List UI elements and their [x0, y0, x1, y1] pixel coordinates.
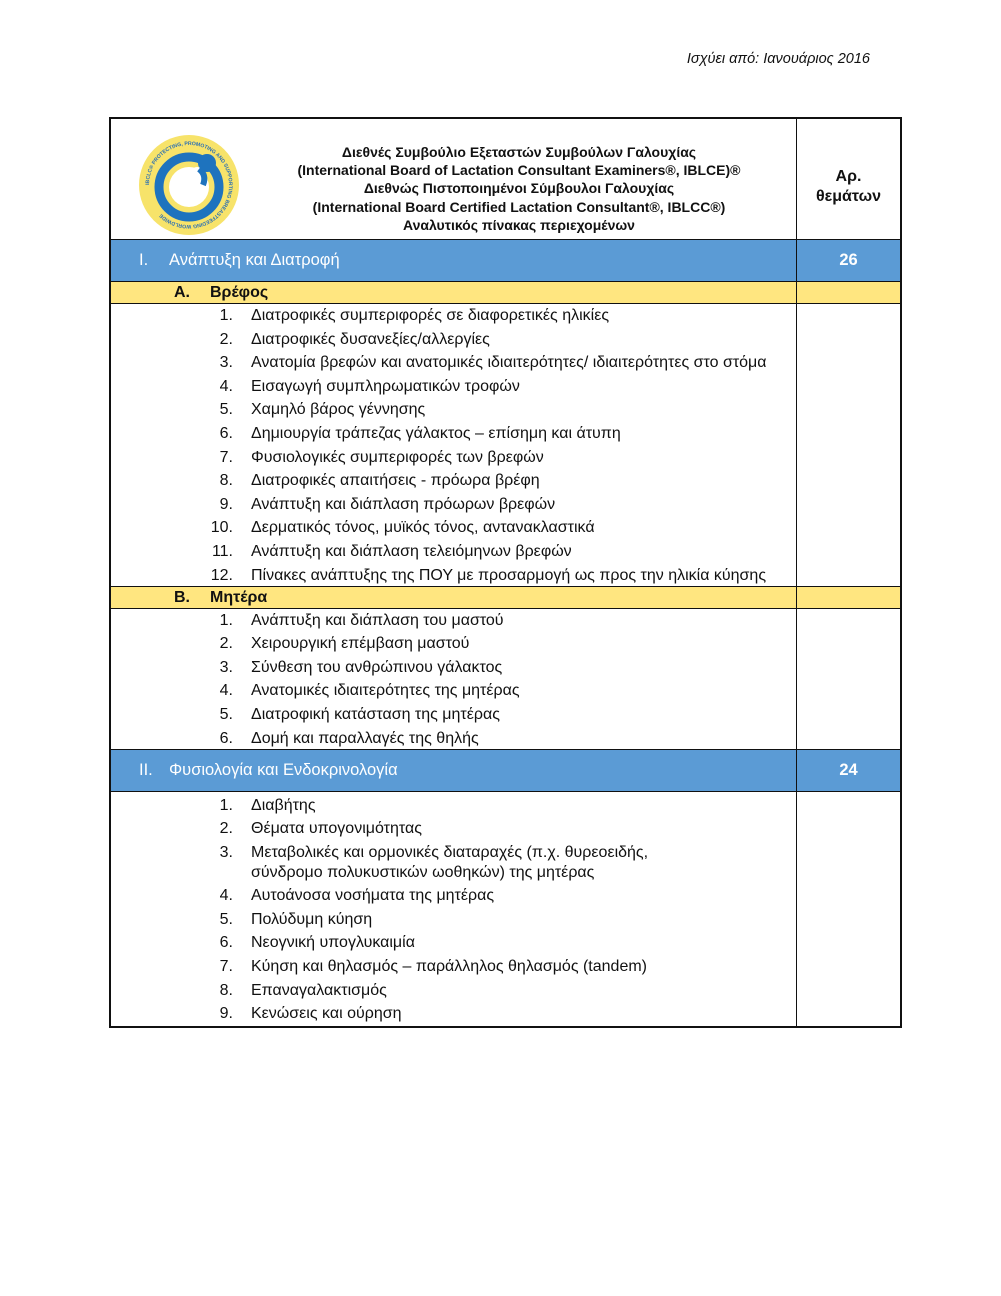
- item-text: Ανατομικές ιδιαιτερότητες της μητέρας: [251, 682, 520, 700]
- item-text: Σύνθεση του ανθρώπινου γάλακτος: [251, 658, 503, 676]
- subsection-name: Βρέφος: [210, 284, 269, 301]
- item-number: 1.: [219, 796, 233, 814]
- header-line-3: Διεθνώς Πιστοποιημένοι Σύμβουλοι Γαλουχίας: [363, 180, 675, 197]
- list-item: [111, 542, 796, 562]
- count-header-label-1: Αρ.: [835, 168, 862, 185]
- item-text: Κύηση και θηλασμός – παράλληλος θηλασμός (tandem): [251, 958, 647, 976]
- item-text: Θέματα υπογονιμότητας: [251, 820, 422, 838]
- item-text: Ανάπτυξη και διάπλαση πρόωρων βρεφών: [251, 495, 556, 513]
- list-item: [111, 957, 796, 977]
- item-number: 8.: [219, 472, 233, 490]
- item-number: 7.: [219, 958, 233, 976]
- count-header-cell: [797, 119, 900, 239]
- item-number: 6.: [219, 934, 233, 952]
- item-number: 3.: [219, 354, 233, 372]
- logo-ring-text: IBCLC® PROTECTING, PROMOTING AND SUPPORTING BREASTFEEDING WORLDWIDE: [144, 140, 234, 230]
- item-number: 7.: [219, 448, 233, 466]
- item-number: 3.: [219, 843, 233, 861]
- item-number: 4.: [219, 377, 233, 395]
- item-text: Φυσιολογικές συμπεριφορές των βρεφών: [251, 448, 544, 466]
- item-number: 12.: [210, 566, 233, 584]
- subsection-title: [174, 589, 267, 607]
- items-row: [111, 791, 900, 1027]
- item-number: 1.: [219, 307, 233, 324]
- item-text: Πολύδυμη κύηση: [251, 910, 373, 928]
- item-number: 10.: [210, 519, 233, 537]
- section-name: Φυσιολογία και Ενδοκρινολογία: [169, 760, 398, 779]
- section-number: I.: [139, 251, 149, 269]
- item-text: Διαβήτης: [251, 796, 316, 814]
- subsection-letter: B.: [174, 588, 190, 606]
- list-item: [111, 910, 796, 930]
- item-text: Εισαγωγή συμπληρωματικών τροφών: [251, 377, 520, 395]
- subsection-name: Μητέρα: [210, 588, 268, 606]
- item-text: Επαναγαλακτισμός: [251, 981, 387, 999]
- item-number: 2.: [219, 330, 233, 348]
- items-row: [111, 608, 900, 749]
- list-item: [111, 729, 796, 749]
- item-number: 3.: [219, 658, 233, 676]
- list-item: [111, 424, 796, 444]
- table-header-row: [111, 119, 900, 239]
- items-row: [111, 303, 900, 586]
- item-number: 6.: [219, 424, 233, 442]
- item-number: 4.: [219, 887, 233, 905]
- header-line-4: (International Board Certified Lactation Consultant®, IBLCC®): [312, 198, 726, 215]
- list-item: [111, 981, 796, 1001]
- item-number: 8.: [219, 981, 233, 999]
- item-text: Δερματικός τόνος, μυϊκός τόνος, αντανακλαστικά: [251, 519, 595, 537]
- item-list: [111, 304, 797, 586]
- item-text: Ανατομία βρεφών και ανατομικές ιδιαιτερότητες/ ιδιαιτερότητες στο στόμα: [251, 354, 767, 372]
- item-number: 4.: [219, 682, 233, 700]
- list-item: [111, 330, 796, 350]
- effective-date: Ισχύει από: Ιανουάριος 2016: [686, 51, 870, 67]
- subsection-row: [111, 586, 900, 608]
- item-text: Πίνακες ανάπτυξης της ΠΟΥ με προσαρμογή ως προς την ηλικία κύησης: [251, 566, 767, 584]
- list-item: [111, 1004, 796, 1024]
- item-text: Ανάπτυξη και διάπλαση του μαστού: [251, 611, 504, 629]
- item-text: Χαμηλό βάρος γέννησης: [251, 401, 426, 419]
- item-text: Μεταβολικές και ορμονικές διαταραχές (π.χ. θυρεοειδής, σύνδρομο πολυκυστικών ωοθηκών) της μητέρας: [251, 843, 649, 881]
- list-item: [111, 705, 796, 725]
- header-line-2: (International Board of Lactation Consultant Examiners®, IBLCE)®: [297, 162, 741, 179]
- header-line-5: Αναλυτικός πίνακας περιεχομένων: [403, 216, 635, 233]
- item-text: Νεογνική υπογλυκαιμία: [251, 934, 415, 952]
- item-number: 11.: [211, 542, 233, 560]
- item-number: 5.: [219, 401, 233, 419]
- item-number: 6.: [219, 729, 233, 747]
- count-header-label-2: θεμάτων: [816, 188, 881, 205]
- subsection-letter: A.: [174, 284, 190, 301]
- subsection-row: [111, 281, 900, 303]
- list-item: [111, 471, 796, 491]
- section-number: II.: [139, 760, 153, 779]
- section-title: [139, 761, 398, 780]
- item-text: Ανάπτυξη και διάπλαση τελειόμηνων βρεφών: [251, 542, 572, 560]
- iblce-logo: [137, 133, 241, 237]
- list-item: [111, 611, 796, 631]
- item-number: 5.: [219, 705, 233, 723]
- section-row: [111, 239, 900, 281]
- content-outline-table: [109, 117, 902, 1028]
- list-item: [111, 518, 796, 538]
- list-item: [111, 448, 796, 468]
- header-line-1: Διεθνές Συμβούλιο Εξεταστών Συμβούλων Γαλουχίας: [341, 144, 697, 160]
- section-count: 26: [839, 251, 858, 269]
- header-text-block: [246, 143, 792, 234]
- list-item: [111, 400, 796, 420]
- section-title: [139, 251, 340, 270]
- list-item: [111, 634, 796, 654]
- section-row: [111, 749, 900, 791]
- list-item: [111, 796, 796, 816]
- item-text: Αυτοάνοσα νοσήματα της μητέρας: [251, 887, 495, 905]
- list-item: [111, 843, 796, 883]
- list-item: [111, 377, 796, 397]
- item-number: 5.: [219, 910, 233, 928]
- item-number: 2.: [219, 635, 233, 653]
- section-name: Ανάπτυξη και Διατροφή: [169, 251, 340, 269]
- item-text: Διατροφικές δυσανεξίες/αλλεργίες: [251, 330, 490, 348]
- list-item: [111, 353, 796, 373]
- header-title-cell: [111, 119, 797, 239]
- item-number: 1.: [219, 611, 233, 629]
- item-text: Δημιουργία τράπεζας γάλακτος – επίσημη και άτυπη: [251, 424, 621, 442]
- item-text: Διατροφική κατάσταση της μητέρας: [251, 705, 500, 723]
- list-item: [111, 495, 796, 515]
- list-item: [111, 306, 796, 326]
- item-list: [111, 609, 797, 749]
- item-number: 9.: [219, 1005, 233, 1023]
- item-text: Διατροφικές συμπεριφορές σε διαφορετικές ηλικίες: [251, 307, 610, 324]
- item-text: Κενώσεις και ούρηση: [251, 1005, 402, 1023]
- item-text: Χειρουργική επέμβαση μαστού: [251, 635, 470, 653]
- item-text: Διατροφικές απαιτήσεις - πρόωρα βρέφη: [251, 472, 540, 490]
- list-item: [111, 681, 796, 701]
- item-list: [111, 792, 797, 1027]
- list-item: [111, 566, 796, 586]
- item-number: 9.: [219, 495, 233, 513]
- subsection-title: [174, 284, 268, 302]
- list-item: [111, 819, 796, 839]
- item-number: 2.: [219, 820, 233, 838]
- section-count: 24: [839, 760, 858, 779]
- item-text: Δομή και παραλλαγές της θηλής: [251, 729, 479, 747]
- list-item: [111, 886, 796, 906]
- list-item: [111, 933, 796, 953]
- list-item: [111, 658, 796, 678]
